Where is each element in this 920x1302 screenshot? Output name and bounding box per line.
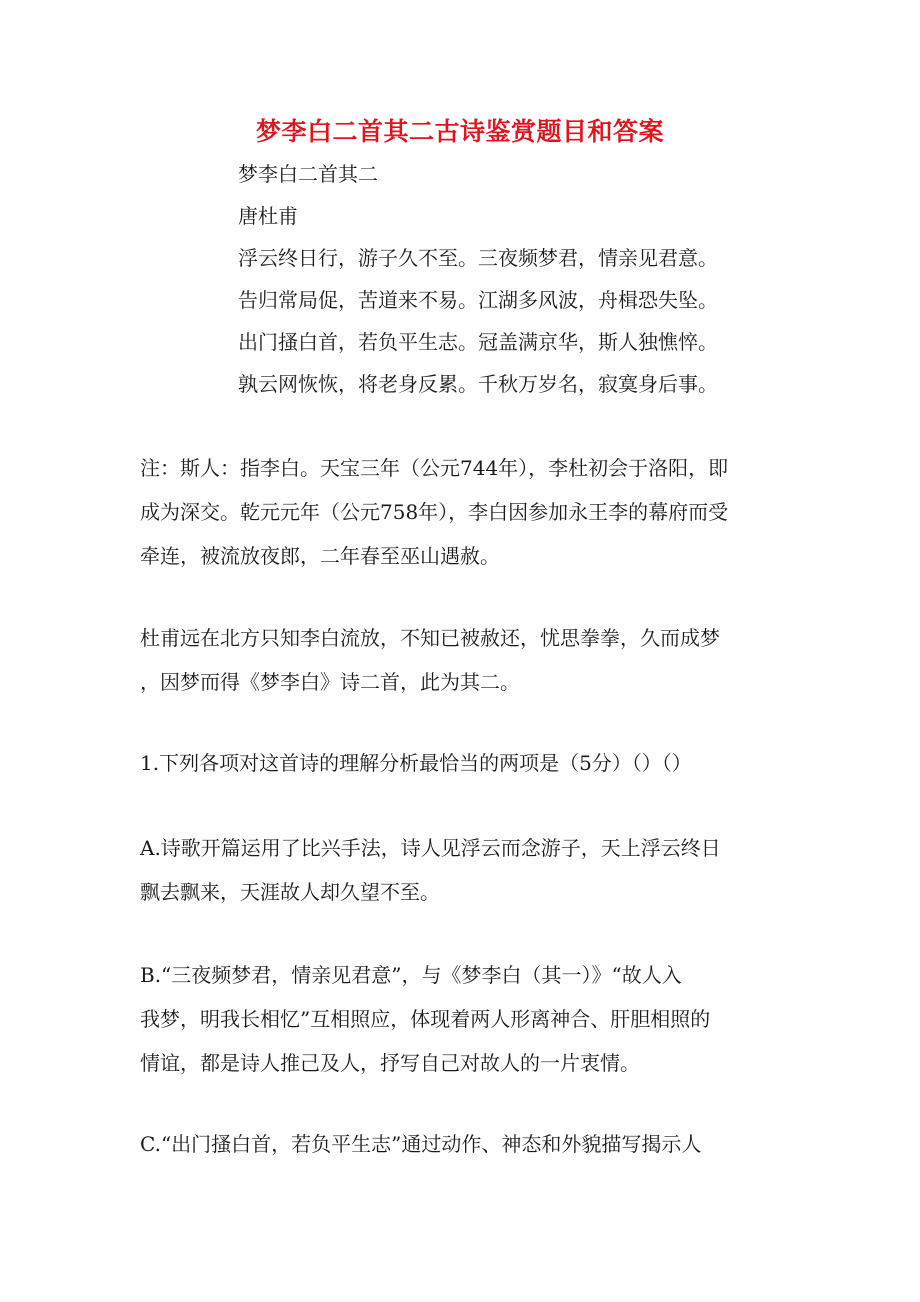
question-line: 1.下列各项对这首诗的理解分析最恰当的两项是（5分）（）（） — [140, 751, 692, 775]
poem-line: 告归常局促，苦道来不易。江湖多风波，舟楫恐失坠。 — [238, 288, 718, 312]
background-line: ，因梦而得《梦李白》诗二首，此为其二。 — [140, 670, 520, 694]
option-a-line: A.诗歌开篇运用了比兴手法，诗人见浮云而念游子，天上浮云终日 — [140, 836, 721, 860]
note-line: 成为深交。乾元元年（公元758年），李白因参加永王李的幕府而受 — [140, 500, 729, 524]
background-paragraph — [140, 616, 780, 704]
poem-line: 孰云网恢恢，将老身反累。千秋万岁名，寂寞身后事。 — [238, 372, 718, 396]
background-line: 杜甫远在北方只知李白流放，不知已被赦还，忧思拳拳，久而成梦 — [140, 626, 720, 650]
note-line: 注：斯人：指李白。天宝三年（公元744年），李杜初会于洛阳，即 — [140, 456, 729, 480]
poem-block — [238, 159, 798, 411]
option-b-line: 我梦，明我长相忆”互相照应，体现着两人形离神合、肝胆相照的 — [140, 1007, 711, 1031]
poem-author: 唐杜甫 — [238, 204, 298, 228]
poem-line: 出门搔白首，若负平生志。冠盖满京华，斯人独憔悴。 — [238, 330, 718, 354]
option-a-line: 飘去飘来，天涯故人却久望不至。 — [140, 880, 440, 904]
option-b-line: 情谊，都是诗人推己及人，抒写自己对故人的一片衷情。 — [140, 1051, 640, 1075]
option-b-line: B.“三夜频梦君，情亲见君意”，与《梦李白（其一）》“故人入 — [140, 963, 682, 987]
poem-line: 浮云终日行，游子久不至。三夜频梦君，情亲见君意。 — [238, 246, 718, 270]
document-title: 梦李白二首其二古诗鉴赏题目和答案 — [255, 117, 664, 146]
poem-name: 梦李白二首其二 — [238, 162, 378, 186]
note-line: 牵连，被流放夜郎，二年春至巫山遇赦。 — [140, 544, 500, 568]
option-a-paragraph — [140, 826, 780, 914]
note-paragraph — [140, 446, 780, 578]
option-b-paragraph — [140, 953, 780, 1085]
question-paragraph — [140, 741, 780, 785]
option-c-paragraph — [140, 1122, 780, 1166]
option-c-line: C.“出门搔白首，若负平生志”通过动作、神态和外貌描写揭示人 — [140, 1132, 702, 1156]
